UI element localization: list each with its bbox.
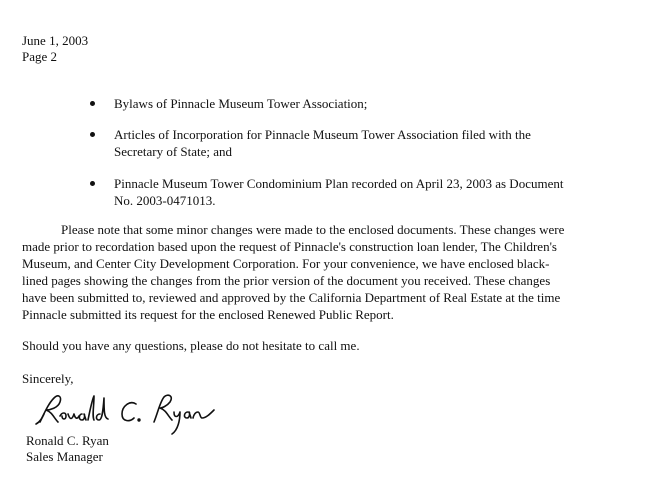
bullet-icon bbox=[90, 101, 95, 106]
closing-paragraph: Should you have any questions, please do not hesitate to call me. bbox=[22, 338, 360, 353]
page-number: Page 2 bbox=[22, 49, 58, 64]
letter-date: June 1, 2003 bbox=[22, 33, 89, 48]
enclosure-text bbox=[114, 95, 590, 112]
paragraph-line: Please note that some minor changes were made to the enclosed documents. These changes were bbox=[61, 222, 565, 237]
enclosure-text bbox=[114, 126, 590, 160]
signer-title: Sales Manager bbox=[26, 449, 103, 464]
bullet-icon bbox=[90, 132, 95, 137]
handwritten-signature bbox=[32, 392, 222, 436]
paragraph-line: have been submitted to, reviewed and approved by the California Department of Real Estate at the time bbox=[22, 290, 561, 305]
paragraph-line: made prior to recordation based upon the request of Pinnacle's construction loan lender, The Children's bbox=[22, 239, 557, 254]
enclosure-line: Secretary of State; and bbox=[114, 144, 233, 159]
enclosure-text bbox=[114, 175, 590, 209]
paragraph-line: lined pages showing the changes from the prior version of the document you received. These changes bbox=[22, 273, 551, 288]
enclosure-line: Articles of Incorporation for Pinnacle Museum Tower Association filed with the bbox=[114, 127, 531, 142]
paragraph-line: Museum, and Center City Development Corporation. For your convenience, we have enclosed black- bbox=[22, 256, 550, 271]
enclosure-line: Bylaws of Pinnacle Museum Tower Association; bbox=[114, 96, 368, 111]
bullet-icon bbox=[90, 181, 95, 186]
enclosure-line: Pinnacle Museum Tower Condominium Plan recorded on April 23, 2003 as Document bbox=[114, 176, 564, 191]
enclosure-line: No. 2003-0471013. bbox=[114, 193, 216, 208]
paragraph-line: Pinnacle submitted its request for the enclosed Renewed Public Report. bbox=[22, 307, 394, 322]
salutation: Sincerely, bbox=[22, 371, 74, 386]
signer-name: Ronald C. Ryan bbox=[26, 433, 109, 448]
